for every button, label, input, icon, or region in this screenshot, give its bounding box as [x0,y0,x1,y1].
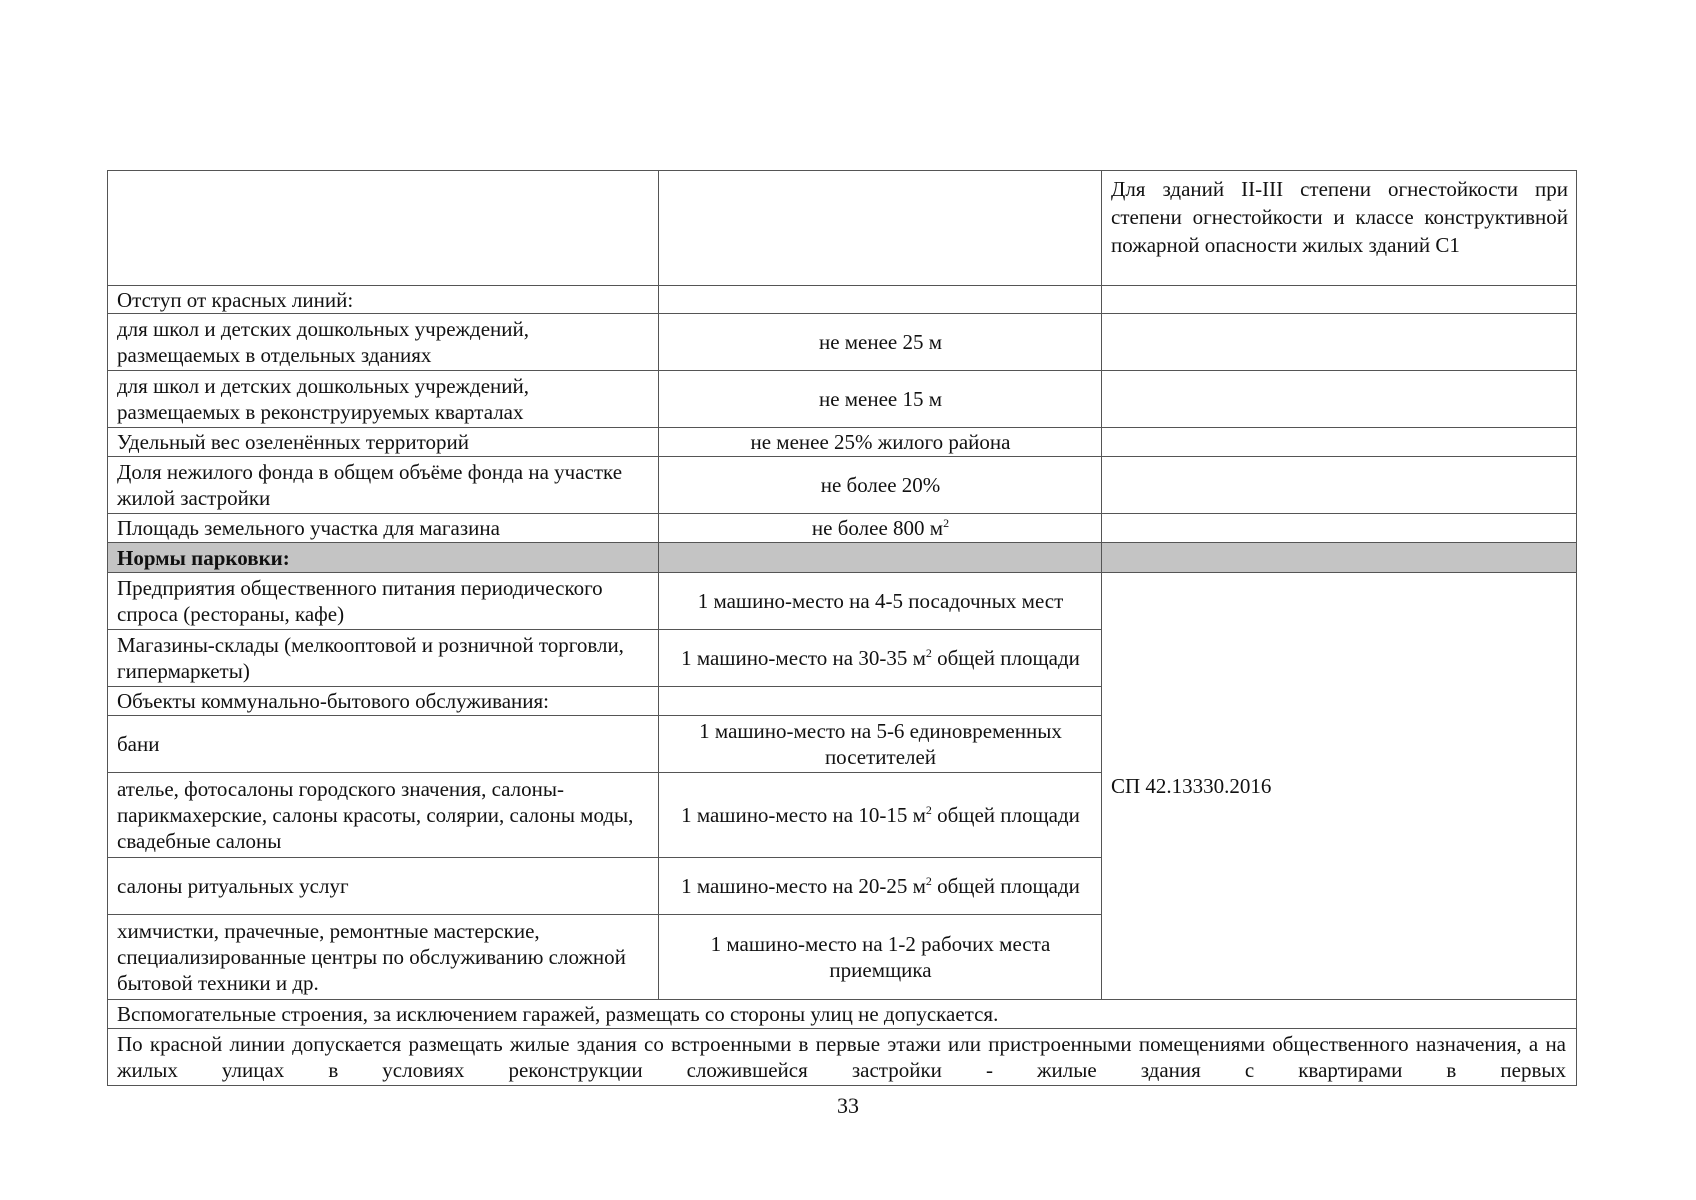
table-cell [1102,543,1577,573]
shop-area-label: Площадь земельного участка для магазина [108,514,659,543]
table-row [108,457,1577,514]
table-row [108,1000,1577,1029]
funeral-value-text: 1 машино-место на 20-25 м [681,874,926,898]
parking-norms-header: Нормы парковки: [108,543,659,573]
nonresidential-share-value: не более 20% [659,457,1102,514]
superscript: 2 [925,646,932,660]
laundry-value: 1 машино-место на 1-2 рабочих места приемщика [659,915,1102,1000]
table-cell [1102,314,1577,371]
table-row [108,514,1577,543]
shop-area-value [659,514,1102,543]
table-row [108,371,1577,428]
fire-resistance-note: Для зданий II-III степени огнестойкости при степени огнестойкости и классе конструктивной пожарной опасности жилых зданий С1 [1102,171,1577,286]
ateliers-value-text: 1 машино-место на 10-15 м [681,803,926,827]
table-cell [659,171,1102,286]
baths-value: 1 машино-место на 5-6 единовременных посетителей [659,716,1102,773]
table-cell [1102,428,1577,457]
catering-label: Предприятия общественного питания периодического спроса (рестораны, кафе) [108,573,659,630]
ateliers-value-tail: общей площади [931,803,1080,827]
schools-separate-value: не менее 25 м [659,314,1102,371]
table-cell [659,687,1102,716]
table-row [108,573,1577,630]
green-share-value: не менее 25% жилого района [659,428,1102,457]
norm-reference: СП 42.13330.2016 [1102,573,1577,1000]
ateliers-label: ателье, фотосалоны городского значения, салоны-парикмахерские, салоны красоты, солярии, салоны моды, свадебные салоны [108,773,659,858]
auxiliary-buildings-note: Вспомогательные строения, за исключением гаражей, размещать со стороны улиц не допускается. [108,1000,1577,1029]
table-row [108,428,1577,457]
ateliers-value [659,773,1102,858]
baths-label: бани [108,716,659,773]
red-line-note: По красной линии допускается размещать жилые здания со встроенными в первые этажи или пристроенными помещениями общественного назначения, а на жилых улицах в условиях реконструкции сложившейся застройки - жилые здания с квартирами в первых [108,1029,1577,1086]
page-number: 33 [837,1093,859,1118]
warehouses-label: Магазины-склады (мелкооптовой и розничной торговли, гипермаркеты) [108,630,659,687]
table-cell [1102,286,1577,314]
superscript: 2 [943,516,950,530]
funeral-label: салоны ритуальных услуг [108,858,659,915]
funeral-value-tail: общей площади [931,874,1080,898]
table-cell [108,171,659,286]
laundry-label: химчистки, прачечные, ремонтные мастерские, специализированные центры по обслуживанию сложной бытовой техники и др. [108,915,659,1000]
table-cell [1102,514,1577,543]
table-row [108,171,1577,286]
shop-area-value-text: не более 800 м [811,516,944,540]
schools-reconstructed-label: для школ и детских дошкольных учреждений, размещаемых в реконструируемых кварталах [108,371,659,428]
table-cell [659,543,1102,573]
table-row [108,314,1577,371]
warehouses-value-tail: общей площади [931,646,1080,670]
table-cell [1102,457,1577,514]
green-share-label: Удельный вес озеленённых территорий [108,428,659,457]
superscript: 2 [925,874,932,888]
regulations-table [107,170,1577,1086]
table-section-header [108,543,1577,573]
warehouses-value-text: 1 машино-место на 30-35 м [681,646,926,670]
catering-value: 1 машино-место на 4-5 посадочных мест [659,573,1102,630]
schools-separate-label: для школ и детских дошкольных учреждений, размещаемых в отдельных зданиях [108,314,659,371]
table-cell [1102,371,1577,428]
table-row [108,286,1577,314]
communal-services-label: Объекты коммунально-бытового обслуживания: [108,687,659,716]
warehouses-value [659,630,1102,687]
setback-label: Отступ от красных линий: [108,286,659,314]
table-cell [659,286,1102,314]
schools-reconstructed-value: не менее 15 м [659,371,1102,428]
funeral-value [659,858,1102,915]
superscript: 2 [925,803,932,817]
nonresidential-share-label: Доля нежилого фонда в общем объёме фонда на участке жилой застройки [108,457,659,514]
table-row [108,1029,1577,1086]
